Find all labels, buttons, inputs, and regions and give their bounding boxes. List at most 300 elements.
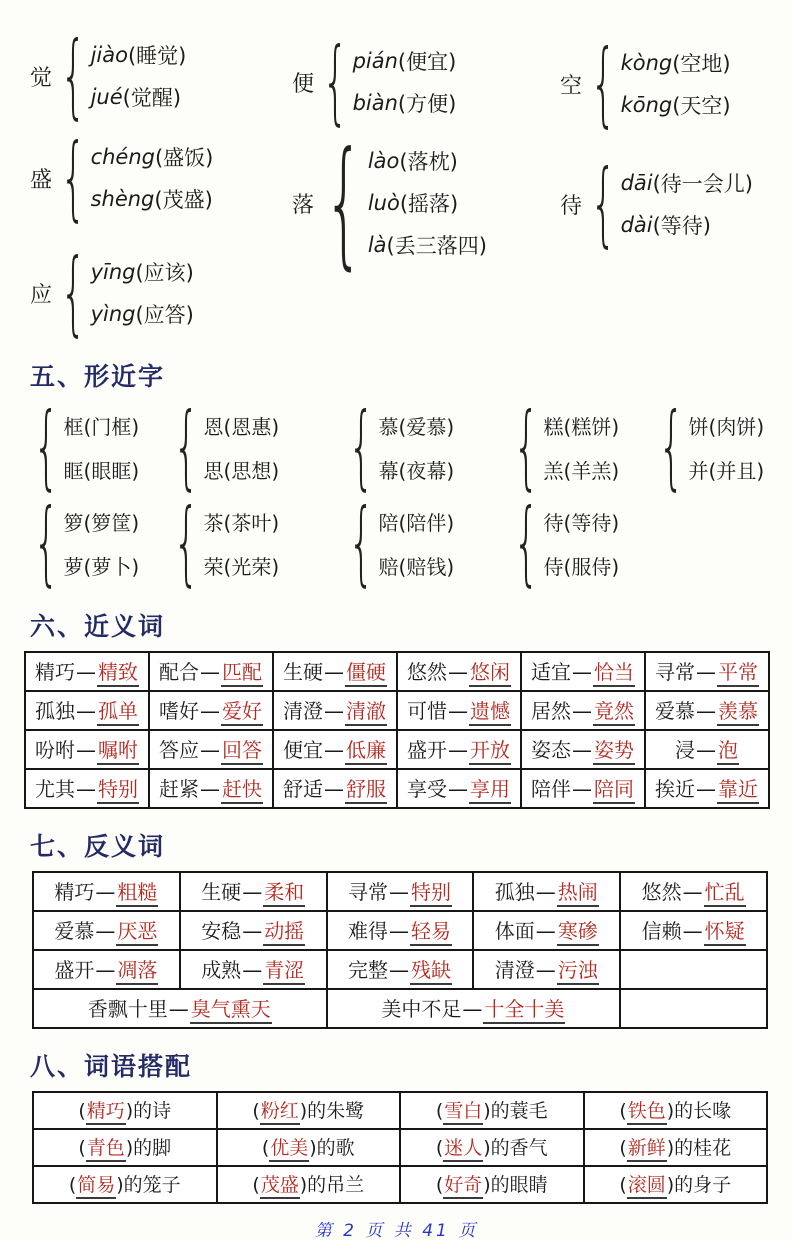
dash: — bbox=[448, 738, 468, 762]
noun-phrase: 的吊兰 bbox=[307, 1173, 365, 1196]
dash: — bbox=[535, 880, 556, 904]
base-word: 爱慕 bbox=[655, 699, 695, 723]
noun-phrase: 的歌 bbox=[316, 1136, 355, 1159]
similar-char-item: 糕(糕饼) bbox=[543, 414, 620, 439]
synonym-pair bbox=[645, 691, 769, 730]
antonym-pair bbox=[620, 872, 767, 911]
dash: — bbox=[448, 699, 468, 723]
polyphone-group bbox=[560, 30, 793, 137]
pinyin-reading bbox=[91, 293, 194, 335]
fill-word: 粉红 bbox=[260, 1101, 300, 1126]
base-word: 便宜 bbox=[283, 738, 323, 762]
pinyin-reading bbox=[353, 40, 457, 82]
base-word: 嗜好 bbox=[159, 699, 199, 723]
base-word: 适宜 bbox=[531, 660, 571, 684]
similar-char-item: 框(门框) bbox=[63, 414, 140, 439]
pinyin-reading bbox=[353, 82, 457, 124]
brace-icon: { bbox=[33, 489, 60, 596]
dash: — bbox=[572, 699, 592, 723]
polyphone-group bbox=[292, 122, 560, 283]
close-paren: ) bbox=[299, 1099, 308, 1122]
fill-word: 迷人 bbox=[443, 1138, 483, 1163]
answer-word: 僵硬 bbox=[345, 661, 387, 687]
base-word: 浸 bbox=[675, 738, 695, 762]
answer-word: 享用 bbox=[469, 778, 511, 804]
fill-word: 茂盛 bbox=[260, 1175, 300, 1200]
table-row bbox=[33, 1129, 767, 1166]
example-word: (天空) bbox=[672, 94, 731, 118]
pinyin: kōng bbox=[620, 93, 673, 117]
answer-word: 特别 bbox=[97, 778, 139, 804]
dash: — bbox=[572, 777, 592, 801]
answer-word: 悠闲 bbox=[469, 661, 511, 687]
dash: — bbox=[76, 738, 96, 762]
antonym-pair bbox=[33, 911, 180, 950]
synonym-pair bbox=[521, 652, 645, 691]
dash: — bbox=[388, 958, 409, 982]
example-word: (觉醒) bbox=[122, 86, 182, 110]
dash: — bbox=[324, 738, 344, 762]
fill-word: 好奇 bbox=[443, 1175, 483, 1200]
example-word: (茂盛) bbox=[154, 188, 213, 212]
pinyin-reading bbox=[621, 204, 753, 246]
section-heading-similar-chars: 五、形近字 bbox=[30, 362, 166, 391]
close-paren: ) bbox=[666, 1136, 675, 1159]
open-paren: ( bbox=[435, 1173, 444, 1196]
base-word: 体面 bbox=[494, 919, 535, 943]
synonym-pair bbox=[521, 769, 645, 808]
open-paren: ( bbox=[78, 1136, 86, 1159]
answer-word: 泡 bbox=[717, 739, 739, 765]
noun-phrase: 的诗 bbox=[133, 1099, 172, 1122]
base-word: 配合 bbox=[159, 660, 199, 684]
collocation-cell bbox=[584, 1166, 768, 1203]
base-word: 盛开 bbox=[407, 738, 447, 762]
collocation-cell bbox=[217, 1129, 401, 1166]
close-paren: ) bbox=[483, 1099, 491, 1122]
answer-word: 动摇 bbox=[263, 920, 305, 946]
antonym-pair bbox=[327, 950, 474, 989]
polyphone-char: 应 bbox=[30, 282, 53, 308]
pinyin: yìng bbox=[90, 302, 136, 326]
dash: — bbox=[324, 777, 344, 801]
base-word: 盛开 bbox=[54, 958, 95, 982]
base-word: 姿态 bbox=[531, 738, 571, 762]
dash: — bbox=[200, 738, 220, 762]
example-word: (应答) bbox=[135, 303, 194, 327]
table-row bbox=[33, 911, 767, 950]
answer-word: 平常 bbox=[717, 661, 759, 687]
dash: — bbox=[462, 997, 483, 1021]
synonym-pair bbox=[149, 652, 273, 691]
pinyin-reading bbox=[368, 182, 487, 224]
open-paren: ( bbox=[619, 1136, 627, 1159]
brace-icon: { bbox=[348, 393, 375, 500]
fill-word: 简易 bbox=[76, 1175, 116, 1200]
page-footer: 第 2 页 共 41 页 bbox=[314, 1221, 479, 1241]
dash: — bbox=[535, 919, 556, 943]
pinyin-reading bbox=[368, 140, 487, 182]
fill-word: 精巧 bbox=[86, 1101, 126, 1126]
fill-word: 优美 bbox=[269, 1138, 309, 1163]
dash: — bbox=[682, 919, 703, 943]
antonym-pair bbox=[180, 911, 327, 950]
base-word: 陪伴 bbox=[531, 777, 571, 801]
dash: — bbox=[696, 777, 716, 801]
answer-word: 臭气熏天 bbox=[190, 998, 272, 1024]
base-word: 生硬 bbox=[201, 880, 242, 904]
close-paren: ) bbox=[116, 1173, 124, 1196]
pinyin: chéng bbox=[90, 145, 155, 169]
base-word: 挨近 bbox=[655, 777, 695, 801]
polyphone-char: 盛 bbox=[30, 167, 53, 193]
base-word: 香飘十里 bbox=[87, 997, 168, 1021]
pinyin-reading bbox=[91, 178, 214, 220]
noun-phrase: 的脚 bbox=[133, 1136, 172, 1159]
brace-icon: { bbox=[173, 489, 200, 596]
synonym-pair bbox=[645, 730, 769, 769]
polyphone-group bbox=[560, 150, 793, 257]
collocation-cell bbox=[400, 1092, 584, 1129]
example-word: (空地) bbox=[672, 52, 731, 76]
polyphone-column bbox=[560, 0, 793, 339]
similar-char-group bbox=[650, 393, 793, 500]
fill-word: 雪白 bbox=[443, 1101, 483, 1126]
collocation-cell bbox=[584, 1092, 768, 1129]
answer-word: 柔和 bbox=[263, 881, 305, 907]
pinyin-reading bbox=[621, 84, 731, 126]
antonym-pair bbox=[180, 872, 327, 911]
pinyin: pián bbox=[352, 49, 398, 73]
example-word: (盛饭) bbox=[154, 146, 214, 170]
dash: — bbox=[95, 880, 116, 904]
pinyin-reading bbox=[91, 76, 187, 118]
table-row bbox=[25, 652, 769, 691]
collocations-table bbox=[32, 1091, 768, 1204]
dash: — bbox=[242, 880, 263, 904]
antonym-pair bbox=[620, 911, 767, 950]
collocation-cell bbox=[217, 1092, 401, 1129]
dash: — bbox=[572, 738, 592, 762]
pinyin: jiào bbox=[90, 43, 128, 67]
answer-word: 姿势 bbox=[593, 739, 635, 765]
example-word: (便宜) bbox=[397, 50, 457, 74]
answer-word: 赶快 bbox=[221, 778, 263, 804]
pinyin-reading bbox=[368, 224, 487, 266]
base-word: 悠然 bbox=[407, 660, 447, 684]
pinyin: biàn bbox=[352, 91, 398, 115]
base-word: 悠然 bbox=[641, 880, 682, 904]
synonym-pair bbox=[149, 730, 273, 769]
brace-icon: { bbox=[60, 22, 87, 129]
synonym-pair bbox=[25, 730, 149, 769]
synonym-pair bbox=[397, 652, 521, 691]
answer-word: 热闹 bbox=[557, 881, 599, 907]
example-word: (摇落) bbox=[399, 192, 459, 216]
similar-char-item: 茶(茶叶) bbox=[203, 510, 280, 535]
pinyin: dāi bbox=[620, 171, 653, 195]
open-paren: ( bbox=[435, 1099, 444, 1122]
synonym-pair bbox=[149, 769, 273, 808]
noun-phrase: 的眼睛 bbox=[490, 1173, 548, 1196]
close-paren: ) bbox=[125, 1136, 134, 1159]
synonym-pair bbox=[645, 652, 769, 691]
similar-char-item: 幕(夜幕) bbox=[378, 458, 455, 483]
open-paren: ( bbox=[435, 1136, 444, 1159]
dash: — bbox=[696, 660, 716, 684]
answer-word: 恰当 bbox=[593, 661, 635, 687]
close-paren: ) bbox=[309, 1136, 317, 1159]
dash: — bbox=[76, 699, 96, 723]
similar-char-item: 萝(萝卜) bbox=[63, 554, 140, 579]
synonym-pair bbox=[273, 730, 397, 769]
table-row bbox=[25, 691, 769, 730]
fill-word: 青色 bbox=[86, 1138, 126, 1163]
noun-phrase: 的身子 bbox=[674, 1173, 732, 1196]
similar-char-item: 并(并且) bbox=[688, 458, 765, 483]
section-heading-collocations: 八、词语搭配 bbox=[30, 1052, 193, 1081]
collocation-cell bbox=[584, 1129, 768, 1166]
base-word: 完整 bbox=[347, 958, 388, 982]
base-word: 精巧 bbox=[54, 880, 95, 904]
example-word: (落枕) bbox=[399, 150, 458, 174]
antonym-pair bbox=[180, 950, 327, 989]
example-word: (丢三落四) bbox=[386, 234, 487, 258]
brace-icon: { bbox=[60, 124, 87, 231]
similar-char-item: 慕(爱慕) bbox=[378, 414, 455, 439]
antonym-pair bbox=[33, 989, 327, 1028]
base-word: 清澄 bbox=[283, 699, 323, 723]
answer-word: 青涩 bbox=[263, 959, 305, 985]
answer-word: 精致 bbox=[97, 661, 139, 687]
base-word: 孤独 bbox=[494, 880, 535, 904]
dash: — bbox=[76, 660, 96, 684]
example-word: (应该) bbox=[135, 261, 194, 285]
synonym-pair bbox=[521, 691, 645, 730]
answer-word: 舒服 bbox=[345, 778, 387, 804]
brace-icon: { bbox=[322, 28, 349, 135]
polyphone-group bbox=[292, 28, 560, 135]
synonym-pair bbox=[521, 730, 645, 769]
dash: — bbox=[324, 660, 344, 684]
dash: — bbox=[572, 660, 592, 684]
collocation-cell bbox=[400, 1129, 584, 1166]
base-word: 吩咐 bbox=[35, 738, 75, 762]
table-row bbox=[33, 1166, 767, 1203]
polyphone-char: 空 bbox=[560, 73, 583, 99]
brace-icon: { bbox=[173, 393, 200, 500]
dash: — bbox=[448, 777, 468, 801]
base-word: 成熟 bbox=[201, 958, 242, 982]
pinyin: dài bbox=[620, 213, 653, 237]
table-row bbox=[33, 1092, 767, 1129]
synonym-pair bbox=[397, 691, 521, 730]
answer-word: 竟然 bbox=[593, 700, 635, 726]
section-heading-antonyms: 七、反义词 bbox=[30, 832, 166, 861]
dash: — bbox=[200, 699, 220, 723]
synonym-pair bbox=[273, 769, 397, 808]
answer-word: 忙乱 bbox=[704, 881, 746, 907]
synonym-pair bbox=[25, 652, 149, 691]
table-row bbox=[25, 730, 769, 769]
collocation-cell bbox=[33, 1166, 217, 1203]
open-paren: ( bbox=[619, 1173, 627, 1196]
example-word: (睡觉) bbox=[127, 44, 187, 68]
example-word: (待一会儿) bbox=[652, 172, 753, 196]
synonym-pair bbox=[25, 691, 149, 730]
answer-word: 开放 bbox=[469, 739, 511, 765]
pinyin-reading bbox=[91, 251, 194, 293]
dash: — bbox=[535, 958, 556, 982]
open-paren: ( bbox=[252, 1173, 260, 1196]
brace-icon: { bbox=[590, 150, 617, 257]
open-paren: ( bbox=[68, 1173, 77, 1196]
brace-icon: { bbox=[348, 489, 375, 596]
similar-char-item: 陪(陪伴) bbox=[378, 510, 455, 535]
synonym-pair bbox=[645, 769, 769, 808]
dash: — bbox=[388, 919, 409, 943]
answer-word: 凋落 bbox=[116, 959, 158, 985]
noun-phrase: 的长喙 bbox=[674, 1099, 732, 1122]
answer-word: 遗憾 bbox=[469, 700, 511, 726]
similar-char-group bbox=[505, 489, 650, 596]
empty-cell bbox=[620, 950, 767, 989]
synonyms-table bbox=[24, 651, 770, 809]
similar-char-group bbox=[165, 393, 340, 500]
dash: — bbox=[448, 660, 468, 684]
close-paren: ) bbox=[483, 1136, 491, 1159]
antonym-pair bbox=[473, 911, 620, 950]
answer-word: 特别 bbox=[410, 881, 452, 907]
dash: — bbox=[95, 919, 116, 943]
similar-char-item: 羔(羊羔) bbox=[543, 458, 620, 483]
polyphone-group bbox=[30, 239, 292, 346]
pinyin: kòng bbox=[620, 51, 673, 75]
answer-word: 粗糙 bbox=[116, 881, 158, 907]
dash: — bbox=[682, 880, 703, 904]
similar-char-group bbox=[25, 489, 165, 596]
noun-phrase: 的笼子 bbox=[123, 1173, 181, 1196]
polyphone-char: 落 bbox=[292, 192, 315, 218]
example-word: (等待) bbox=[652, 214, 711, 238]
similar-char-item: 侍(服侍) bbox=[543, 554, 620, 579]
answer-word: 轻易 bbox=[410, 920, 452, 946]
answer-word: 靠近 bbox=[717, 778, 759, 804]
similar-char-item: 眶(眼眶) bbox=[63, 458, 140, 483]
antonyms-table bbox=[32, 871, 768, 1029]
empty-cell bbox=[620, 989, 767, 1028]
close-paren: ) bbox=[666, 1099, 675, 1122]
open-paren: ( bbox=[252, 1099, 260, 1122]
table-row bbox=[33, 989, 767, 1028]
base-word: 精巧 bbox=[35, 660, 75, 684]
polyphone-char: 觉 bbox=[30, 65, 53, 91]
base-word: 清澄 bbox=[494, 958, 535, 982]
synonym-pair bbox=[273, 652, 397, 691]
antonym-pair bbox=[473, 872, 620, 911]
answer-word: 清澈 bbox=[345, 700, 387, 726]
synonym-pair bbox=[273, 691, 397, 730]
answer-word: 厌恶 bbox=[116, 920, 158, 946]
close-paren: ) bbox=[483, 1173, 491, 1196]
base-word: 寻常 bbox=[655, 660, 695, 684]
pinyin: luò bbox=[367, 191, 400, 215]
answer-word: 陪同 bbox=[593, 778, 635, 804]
similar-char-item: 待(等待) bbox=[543, 510, 620, 535]
pinyin-reading bbox=[91, 34, 187, 76]
synonym-pair bbox=[397, 769, 521, 808]
similar-char-group bbox=[505, 393, 650, 500]
close-paren: ) bbox=[125, 1099, 134, 1122]
answer-word: 嘱咐 bbox=[97, 739, 139, 765]
answer-word: 低廉 bbox=[345, 739, 387, 765]
fill-word: 新鲜 bbox=[627, 1138, 667, 1163]
answer-word: 匹配 bbox=[221, 661, 263, 687]
noun-phrase: 的朱鹭 bbox=[307, 1099, 365, 1122]
polyphone-column bbox=[292, 0, 560, 339]
polyphone-section bbox=[0, 0, 793, 346]
polyphone-group bbox=[30, 124, 292, 231]
base-word: 信赖 bbox=[641, 919, 682, 943]
table-row bbox=[25, 769, 769, 808]
answer-word: 残缺 bbox=[410, 959, 452, 985]
base-word: 美中不足 bbox=[381, 997, 462, 1021]
dash: — bbox=[76, 777, 96, 801]
noun-phrase: 的香气 bbox=[490, 1136, 548, 1159]
synonym-pair bbox=[25, 769, 149, 808]
base-word: 难得 bbox=[347, 919, 388, 943]
base-word: 安稳 bbox=[201, 919, 242, 943]
pinyin-reading bbox=[621, 162, 753, 204]
collocation-cell bbox=[33, 1129, 217, 1166]
base-word: 答应 bbox=[159, 738, 199, 762]
base-word: 享受 bbox=[407, 777, 447, 801]
base-word: 生硬 bbox=[283, 660, 323, 684]
answer-word: 十全十美 bbox=[483, 998, 565, 1024]
section-heading-synonyms: 六、近义词 bbox=[30, 612, 166, 641]
synonym-pair bbox=[149, 691, 273, 730]
brace-icon: { bbox=[324, 122, 364, 283]
brace-icon: { bbox=[658, 393, 685, 500]
polyphone-char: 待 bbox=[560, 193, 583, 219]
answer-word: 孤单 bbox=[97, 700, 139, 726]
dash: — bbox=[696, 738, 716, 762]
noun-phrase: 的桂花 bbox=[674, 1136, 732, 1159]
close-paren: ) bbox=[299, 1173, 308, 1196]
dash: — bbox=[168, 997, 189, 1021]
antonym-pair bbox=[327, 911, 474, 950]
answer-word: 羡慕 bbox=[717, 700, 759, 726]
similar-char-item: 恩(恩惠) bbox=[203, 414, 280, 439]
similar-char-item: 饼(肉饼) bbox=[688, 414, 765, 439]
table-row bbox=[33, 950, 767, 989]
base-word: 舒适 bbox=[283, 777, 323, 801]
pinyin: yīng bbox=[90, 260, 136, 284]
base-word: 尤其 bbox=[35, 777, 75, 801]
answer-word: 污浊 bbox=[557, 959, 599, 985]
answer-word: 爱好 bbox=[221, 700, 263, 726]
dash: — bbox=[200, 777, 220, 801]
similar-char-group bbox=[165, 489, 340, 596]
pinyin: jué bbox=[90, 85, 123, 109]
similar-char-item: 箩(箩筐) bbox=[63, 510, 140, 535]
pinyin: lào bbox=[367, 149, 400, 173]
base-word: 爱慕 bbox=[54, 919, 95, 943]
answer-word: 怀疑 bbox=[704, 920, 746, 946]
similar-char-group bbox=[340, 393, 505, 500]
brace-icon: { bbox=[590, 30, 617, 137]
similar-char-item: 思(思想) bbox=[203, 458, 280, 483]
